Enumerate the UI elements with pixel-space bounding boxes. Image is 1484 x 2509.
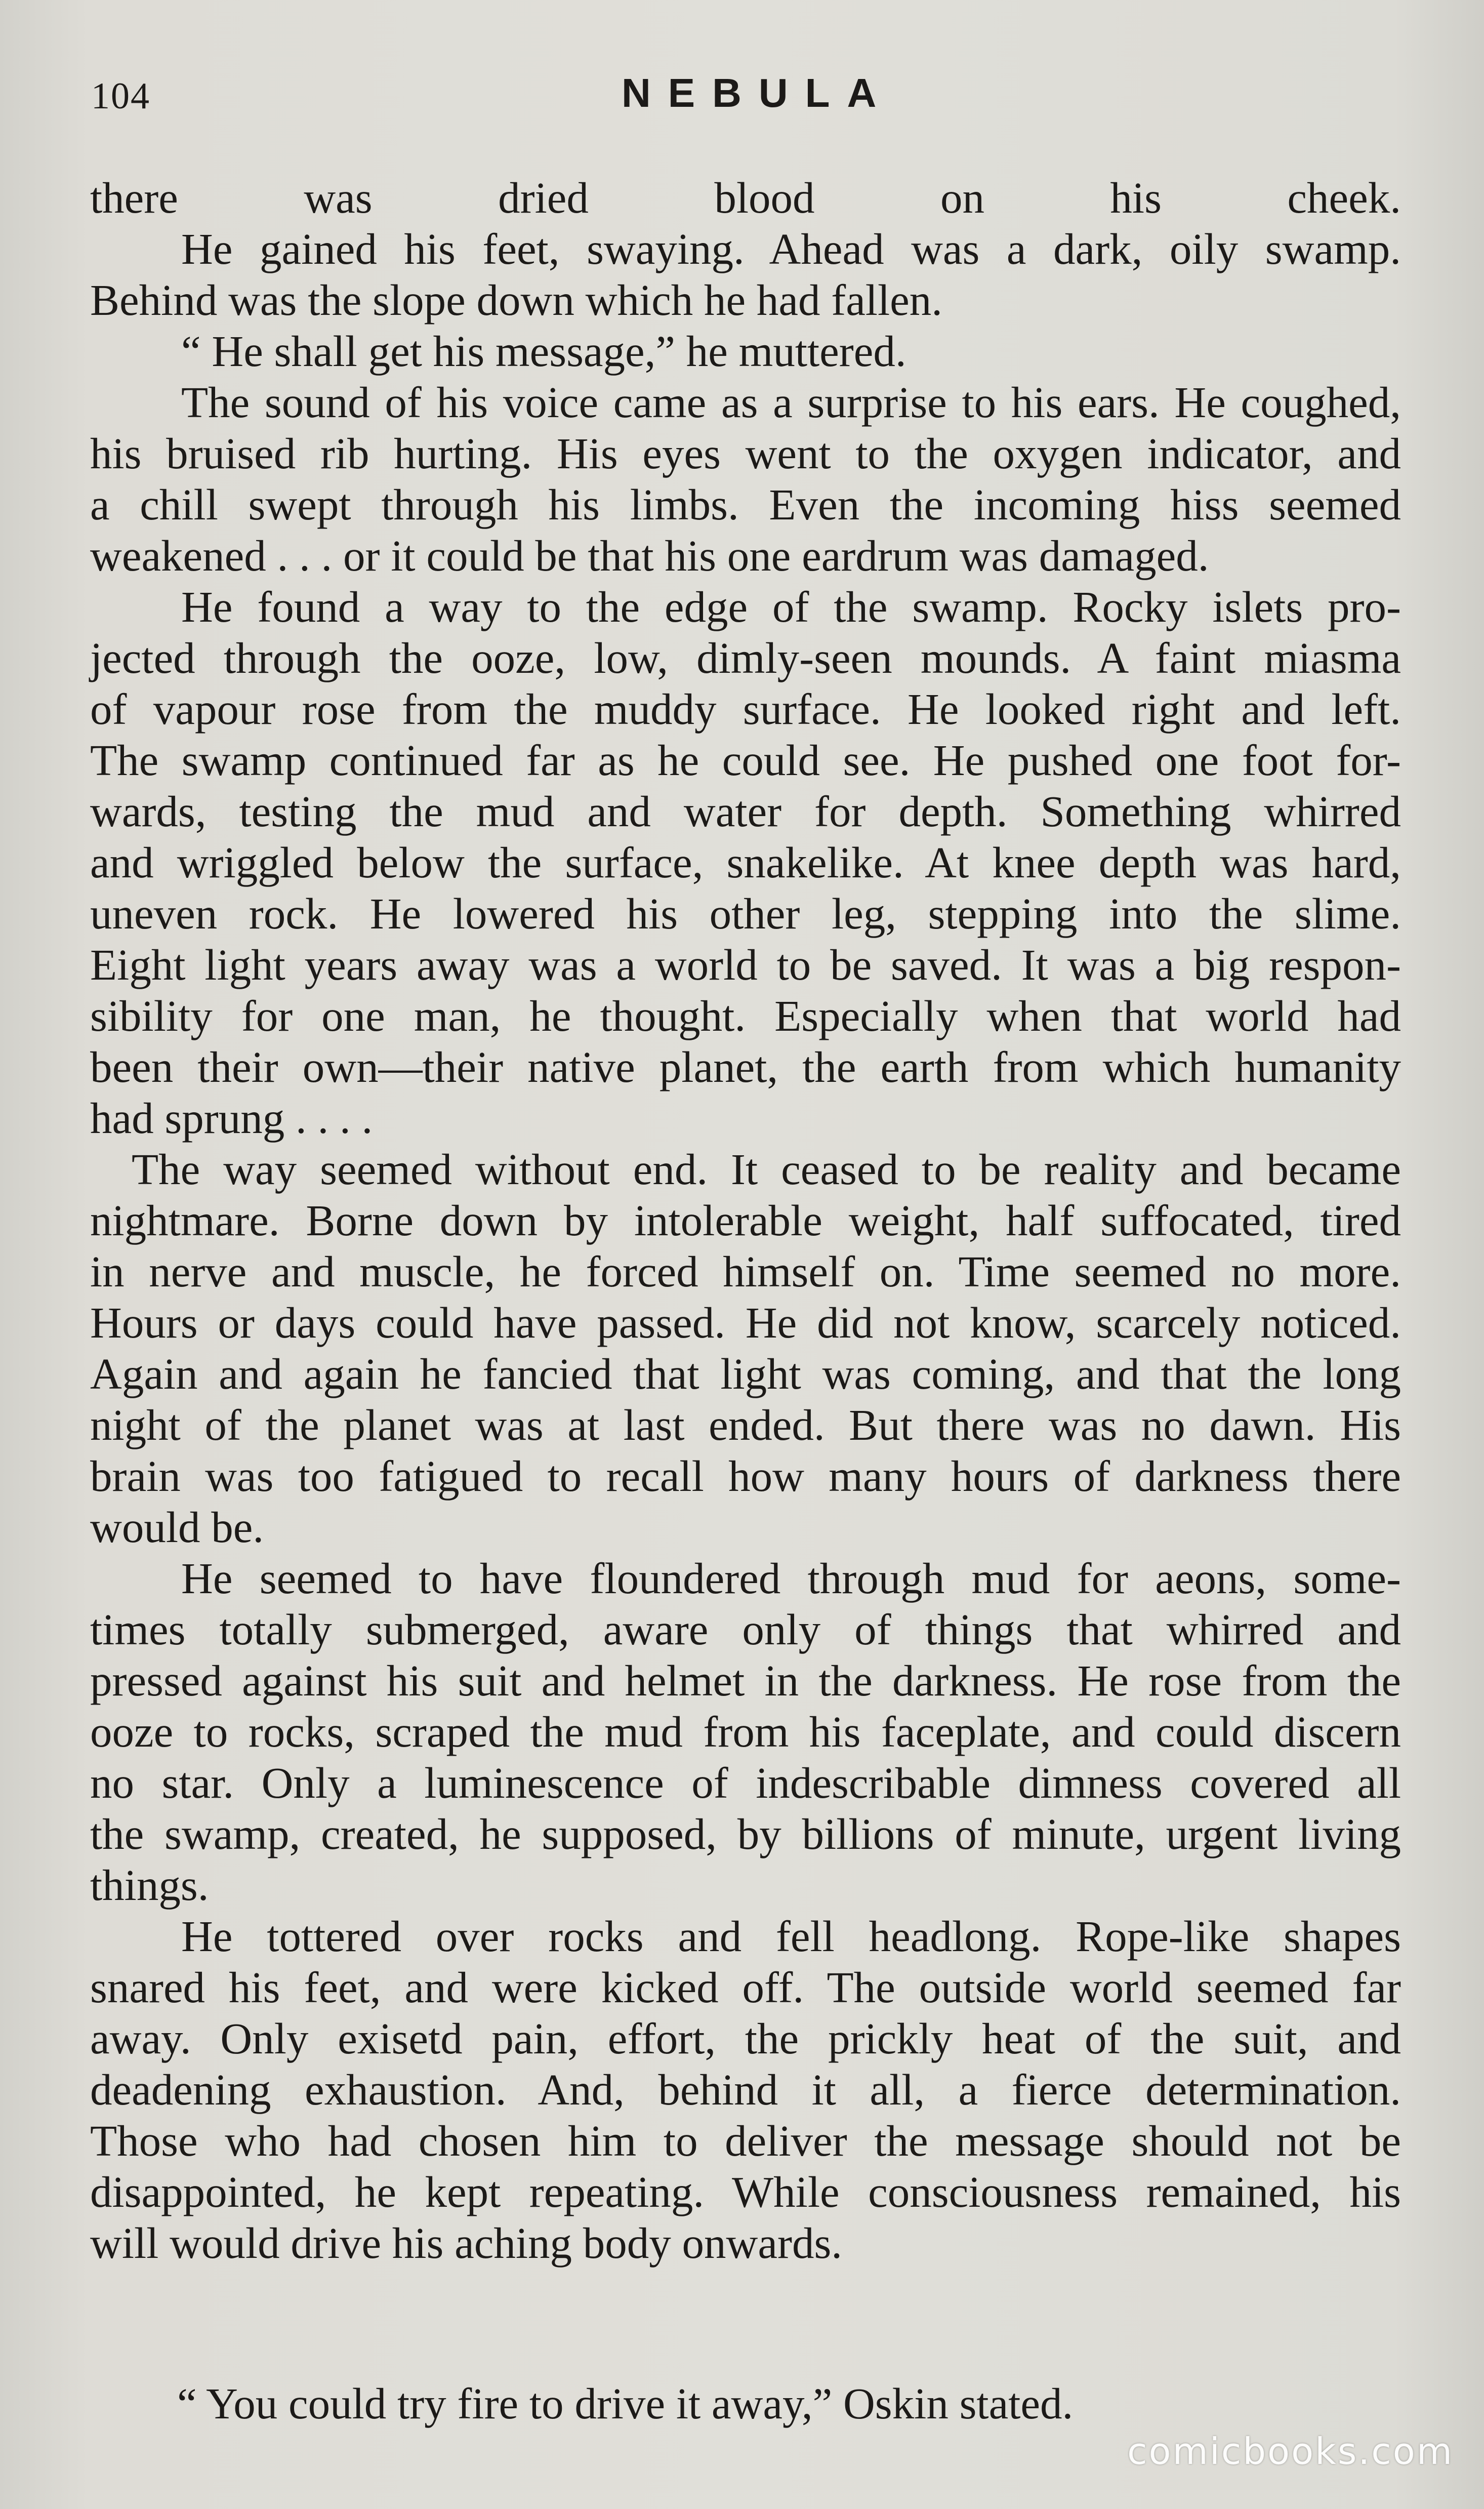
watermark: comicbooks.com — [1127, 2430, 1454, 2473]
text-line: times totally submerged, aware only of things that whirred and — [90, 1605, 1401, 1654]
text-line: The swamp continued far as he could see. He pushed one foot for- — [90, 736, 1401, 785]
text-line: He tottered over rocks and fell headlong. Rope-like shapes — [181, 1912, 1401, 1961]
text-line: Again and again he fancied that light was coming, and that the long — [90, 1349, 1401, 1398]
text-line: the swamp, created, he supposed, by billions of minute, urgent living — [90, 1809, 1401, 1858]
body-text — [90, 172, 1401, 2269]
dialogue-line: “ You could try fire to drive it away,” Oskin stated. — [177, 2379, 1074, 2428]
text-line: The way seemed without end. It ceased to be reality and became — [132, 1145, 1401, 1194]
text-line: pressed against his suit and helmet in the darkness. He rose from the — [90, 1656, 1401, 1705]
text-line: had sprung . . . . — [90, 1094, 373, 1143]
text-line: a chill swept through his limbs. Even the incoming hiss seemed — [90, 480, 1401, 529]
text-line: wards, testing the mud and water for depth. Something whirred — [90, 787, 1401, 836]
text-line: in nerve and muscle, he forced himself on. Time seemed no more. — [90, 1247, 1401, 1296]
text-line: jected through the ooze, low, dimly-seen mounds. A faint miasma — [90, 633, 1401, 682]
text-line: Behind was the slope down which he had fallen. — [90, 275, 943, 325]
text-line: and wriggled below the surface, snakelike. At knee depth was hard, — [90, 838, 1401, 887]
text-line: away. Only exisetd pain, effort, the prickly heat of the suit, and — [90, 2014, 1401, 2063]
text-line: ooze to rocks, scraped the mud from his faceplate, and could discern — [90, 1707, 1401, 1756]
text-line: He gained his feet, swaying. Ahead was a dark, oily swamp. — [181, 224, 1401, 273]
text-line: sibility for one man, he thought. Especially when that world had — [90, 991, 1401, 1040]
text-line: will would drive his aching body onwards. — [90, 2218, 843, 2268]
running-title: NEBULA — [622, 70, 894, 115]
text-line: The sound of his voice came as a surprise to his ears. He coughed, — [181, 378, 1401, 427]
text-line: “ He shall get his message,” he muttered. — [181, 327, 906, 376]
text-line: weakened . . . or it could be that his one eardrum was damaged. — [90, 531, 1209, 580]
text-line: He seemed to have floundered through mud for aeons, some- — [181, 1554, 1401, 1603]
text-line: Those who had chosen him to deliver the message should not be — [90, 2116, 1401, 2165]
page-header — [91, 66, 1407, 122]
text-line: night of the planet was at last ended. But there was no dawn. His — [90, 1400, 1401, 1449]
text-line: would be. — [90, 1503, 264, 1552]
text-line: brain was too fatigued to recall how many hours of darkness there — [90, 1451, 1401, 1501]
text-line: snared his feet, and were kicked off. The outside world seemed far — [90, 1963, 1401, 2012]
text-line: disappointed, he kept repeating. While consciousness remained, his — [90, 2167, 1401, 2216]
text-line: no star. Only a luminescence of indescribable dimness covered all — [90, 1758, 1401, 1807]
text-line: Hours or days could have passed. He did not know, scarcely noticed. — [90, 1298, 1401, 1347]
page-number: 104 — [91, 75, 150, 117]
text-line: been their own—their native planet, the earth from which humanity — [90, 1042, 1401, 1091]
text-line: uneven rock. He lowered his other leg, stepping into the slime. — [90, 889, 1401, 938]
text-line: of vapour rose from the muddy surface. He looked right and left. — [90, 684, 1401, 734]
text-line: Eight light years away was a world to be saved. It was a big respon- — [90, 940, 1401, 989]
text-line: He found a way to the edge of the swamp. Rocky islets pro- — [181, 582, 1401, 631]
text-line: deadening exhaustion. And, behind it all, a fierce determination. — [90, 2065, 1401, 2114]
text-line: his bruised rib hurting. His eyes went to the oxygen indicator, and — [90, 429, 1401, 478]
text-line: things. — [90, 1860, 209, 1910]
text-line: nightmare. Borne down by intolerable weight, half suffocated, tired — [90, 1196, 1401, 1245]
text-line: there was dried blood on his cheek. — [90, 173, 1401, 222]
